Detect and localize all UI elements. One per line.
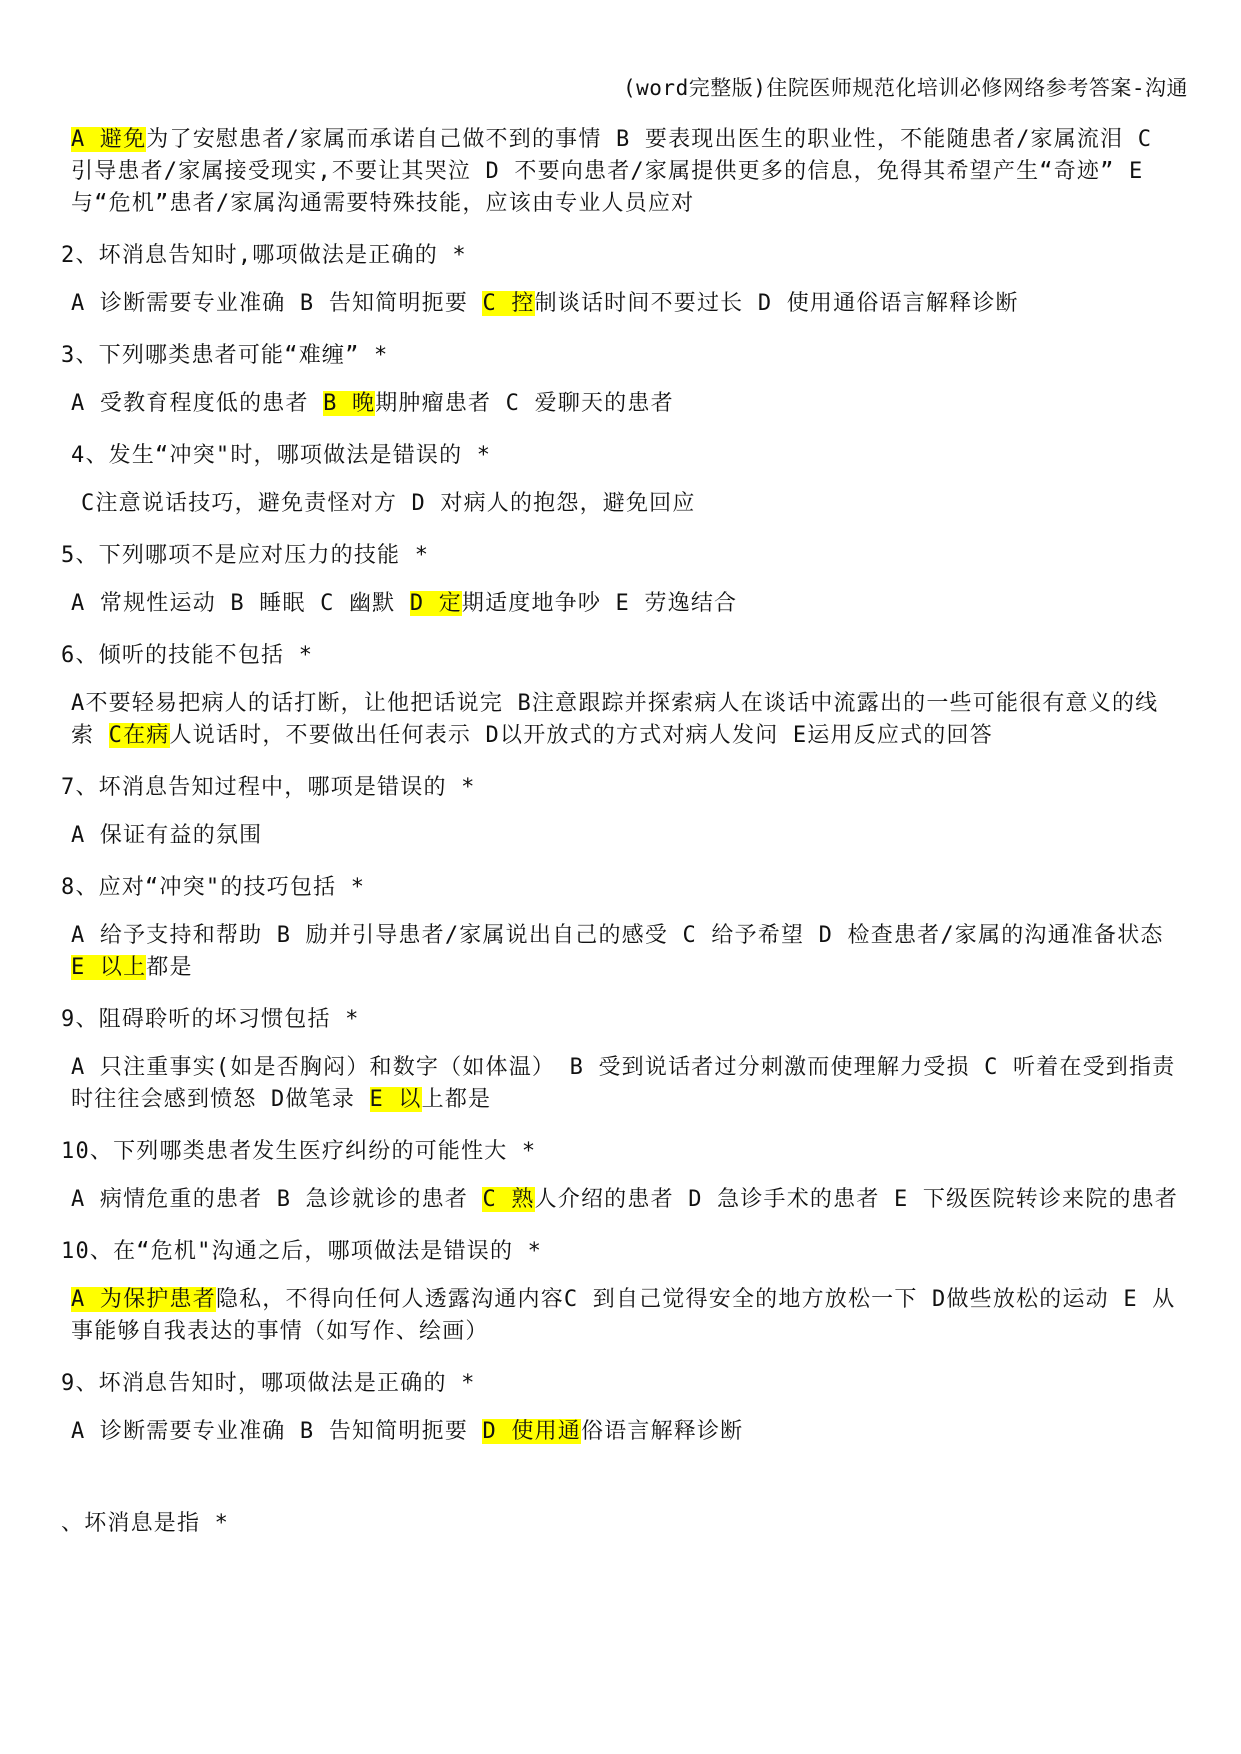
question-label: 9、坏消息告知时，哪项做法是正确的 *	[61, 1371, 476, 1396]
answer-options	[61, 588, 1181, 620]
answer-options	[61, 920, 1181, 984]
highlighted-answer: C 熟	[482, 1187, 535, 1212]
question-text	[61, 440, 1181, 472]
question-text	[61, 540, 1181, 572]
question-text	[61, 872, 1181, 904]
question-text	[61, 1236, 1181, 1268]
option-text: A 保证有益的氛围	[71, 823, 263, 848]
option-text: 人介绍的患者 D 急诊手术的患者 E 下级医院转诊来院的患者	[534, 1187, 1179, 1212]
question-label: 2、坏消息告知时,哪项做法是正确的 *	[61, 243, 467, 268]
highlighted-answer: E 以上	[71, 955, 147, 980]
option-text: A 病情危重的患者 B 急诊就诊的患者	[71, 1187, 483, 1212]
answer-options	[61, 1284, 1181, 1348]
question-text	[61, 340, 1181, 372]
question-text	[61, 1136, 1181, 1168]
answer-options	[61, 688, 1181, 752]
question-label: 8、应对“冲突"的技巧包括 *	[61, 875, 366, 900]
highlighted-answer: D 定	[409, 591, 462, 616]
question-label: 5、下列哪项不是应对压力的技能 *	[61, 543, 430, 568]
highlighted-answer: D 使用通	[482, 1419, 581, 1444]
question-label: 7、坏消息告知过程中，哪项是错误的 *	[61, 775, 476, 800]
answer-options	[61, 388, 1181, 420]
answer-options	[61, 288, 1181, 320]
highlighted-answer: B 晚	[323, 391, 376, 416]
question-label: 10、下列哪类患者发生医疗纠纷的可能性大 *	[61, 1139, 537, 1164]
option-text: 期适度地争吵 E 劳逸结合	[461, 591, 738, 616]
option-text: 俗语言解释诊断	[580, 1419, 744, 1444]
question-label: 6、倾听的技能不包括 *	[61, 643, 314, 668]
option-text: A 常规性运动 B 睡眠 C 幽默	[71, 591, 410, 616]
answer-options	[61, 1416, 1181, 1448]
option-text: A 只注重事实(如是否胸闷）和数字（如体温） B 受到说话者过分刺激而使理解力受损 C 听着在受到指责时往往会感到愤怒 D做笔录	[71, 1055, 1176, 1112]
option-text: 人说话时，不要做出任何表示 D以开放式的方式对病人发问 E运用反应式的回答	[169, 723, 993, 748]
option-text: C注意说话技巧，避免责怪对方 D 对病人的抱怨，避免回应	[81, 491, 696, 516]
question-text	[61, 640, 1181, 672]
option-text: 为了安慰患者/家属而承诺自己做不到的事情 B 要表现出医生的职业性，不能随患者/家属流泪 C 引导患者/家属接受现实,不要让其哭泣 D 不要向患者/家属提供更多的信息，免得其希望产生“奇迹” E 与“危机”患者/家属沟通需要特殊技能，应该由专业人员应对	[71, 127, 1153, 216]
answer-options	[61, 124, 1181, 220]
highlighted-answer: E 以	[369, 1087, 422, 1112]
highlighted-answer: C 控	[482, 291, 535, 316]
answer-options	[61, 1184, 1181, 1216]
question-label: 3、下列哪类患者可能“难缠” *	[61, 343, 389, 368]
option-text: A 诊断需要专业准确 B 告知简明扼要	[71, 1419, 483, 1444]
question-label: 、坏消息是指 *	[61, 1511, 230, 1536]
option-text: 都是	[146, 955, 193, 980]
answer-options	[61, 1052, 1181, 1116]
answer-options	[61, 820, 1181, 852]
question-text	[61, 772, 1181, 804]
option-text: A 给予支持和帮助 B 励并引导患者/家属说出自己的感受 C 给予希望 D 检查患者/家属的沟通准备状态	[71, 923, 1164, 948]
option-text: A 诊断需要专业准确 B 告知简明扼要	[71, 291, 483, 316]
document-body	[61, 124, 1181, 1556]
option-text: 制谈话时间不要过长 D 使用通俗语言解释诊断	[534, 291, 1019, 316]
highlighted-answer: A 为保护患者	[71, 1287, 216, 1312]
question-label: 4、发生“冲突"时，哪项做法是错误的 *	[71, 443, 492, 468]
answer-options	[61, 488, 1181, 520]
option-text: A 受教育程度低的患者	[71, 391, 324, 416]
option-text: 隐私，不得向任何人透露沟通内容C 到自己觉得安全的地方放松一下 D做些放松的运动 E 从事能够自我表达的事情（如写作、绘画）	[71, 1287, 1176, 1344]
option-text: 上都是	[421, 1087, 492, 1112]
question-text	[61, 1508, 1181, 1540]
option-text: A不要轻易把病人的话打断，让他把话说完 B注意跟踪并探索病人在谈话中流露出的一些可能很有意义的线索	[71, 691, 1159, 748]
question-label: 10、在“危机"沟通之后，哪项做法是错误的 *	[61, 1239, 543, 1264]
question-text	[61, 240, 1181, 272]
question-label: 9、阻碍聆听的坏习惯包括 *	[61, 1007, 360, 1032]
highlighted-answer: A 避免	[71, 127, 147, 152]
question-text	[61, 1004, 1181, 1036]
highlighted-answer: C在病	[108, 723, 170, 748]
page-header: (word完整版)住院医师规范化培训必修网络参考答案-沟通	[623, 76, 1188, 100]
option-text: 期肿瘤患者 C 爱聊天的患者	[375, 391, 674, 416]
question-text	[61, 1368, 1181, 1400]
